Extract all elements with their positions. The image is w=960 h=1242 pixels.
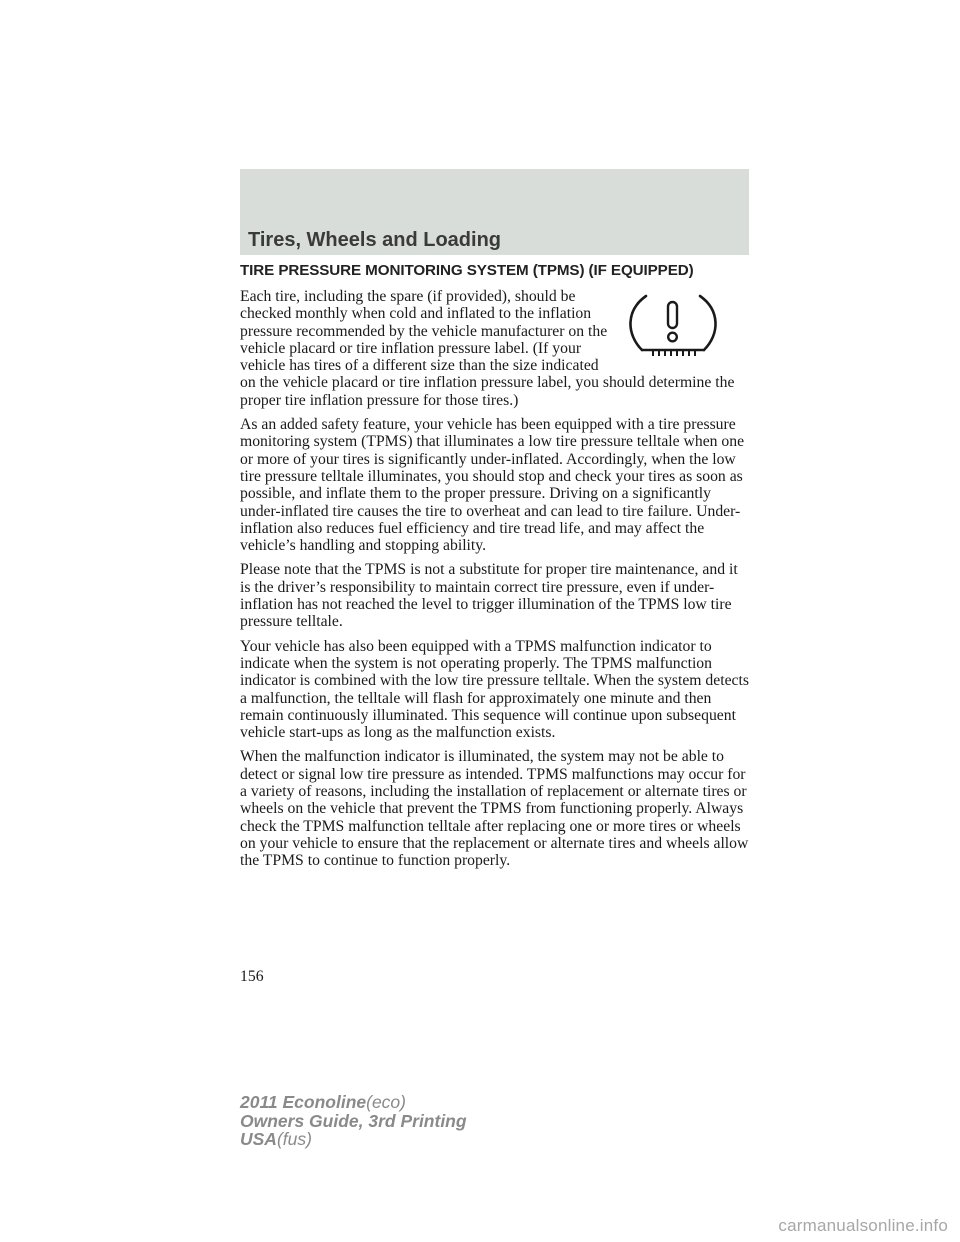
tpms-warning-icon: [622, 290, 724, 362]
footer-model: 2011 Econoline: [240, 1092, 367, 1112]
footer-market-code: (fus): [276, 1129, 312, 1149]
section-heading: TIRE PRESSURE MONITORING SYSTEM (TPMS) (IF EQUIPPED): [240, 262, 694, 279]
footer-market: USA: [240, 1129, 277, 1149]
paragraph-1: [240, 288, 750, 409]
paragraph-2: As an added safety feature, your vehicle has been equipped with a tire pressure monitoring system (TPMS) that illuminates a low tire pressure telltale when one or more of your tires is significantly under-inflated. Accordingly, when the low tire pressure telltale illuminates, you should stop and check your tires as soon as possible, and inflate them to the proper pressure. Driving on a significantly under-inflated tire causes the tire to overheat and can lead to tire failure. Under-inflation also reduces fuel efficiency and tire tread life, and may affect the vehicle’s handling and stopping ability.: [240, 416, 745, 555]
paragraph-4: Your vehicle has also been equipped with a TPMS malfunction indicator to indicate when the system is not operating properly. The TPMS malfunction indicator is combined with the low tire pressure telltale. When the system detects a malfunction, the telltale will flash for approximately one minute and then remain continuously illuminated. This sequence will continue upon subsequent vehicle start-ups as long as the malfunction exists.: [240, 637, 749, 742]
paragraph-3: Please note that the TPMS is not a substitute for proper tire maintenance, and it is the driver’s responsibility to maintain correct tire pressure, even if under-inflation has not reached the level to trigger illumination of the TPMS low tire pressure telltale.: [240, 561, 738, 631]
site-watermark: carmanualsonline.info: [778, 1216, 948, 1235]
footer-line-model: [240, 1093, 467, 1112]
chapter-title: Tires, Wheels and Loading: [248, 229, 502, 251]
document-footer: [240, 1093, 467, 1149]
page-number: 156: [240, 968, 264, 985]
page-content: [240, 262, 750, 877]
footer-printing: Owners Guide, 3rd Printing: [240, 1110, 467, 1131]
paragraph-1-text: Each tire, including the spare (if provided), should be checked monthly when cold and inflated to the inflation pressure recommended by the vehicle manufacturer on the vehicle placard or tire inflation pressure label. (If your vehicle has tires of a different size than the size indicated on the vehicle placard or tire inflation pressure label, you should determine the proper tire inflation pressure for those tires.): [240, 288, 735, 409]
paragraph-5: When the malfunction indicator is illuminated, the system may not be able to detect or signal low tire pressure as intended. TPMS malfunctions may occur for a variety of reasons, including the installation of replacement or alternate tires or wheels on the vehicle that prevent the TPMS from functioning properly. Always check the TPMS malfunction telltale after replacing one or more tires or wheels on your vehicle to ensure that the replacement or alternate tires and wheels allow the TPMS to continue to function properly.: [240, 748, 749, 870]
section-header-band: [240, 169, 749, 255]
footer-line-market: [240, 1130, 467, 1149]
footer-model-code: (eco): [366, 1092, 406, 1112]
